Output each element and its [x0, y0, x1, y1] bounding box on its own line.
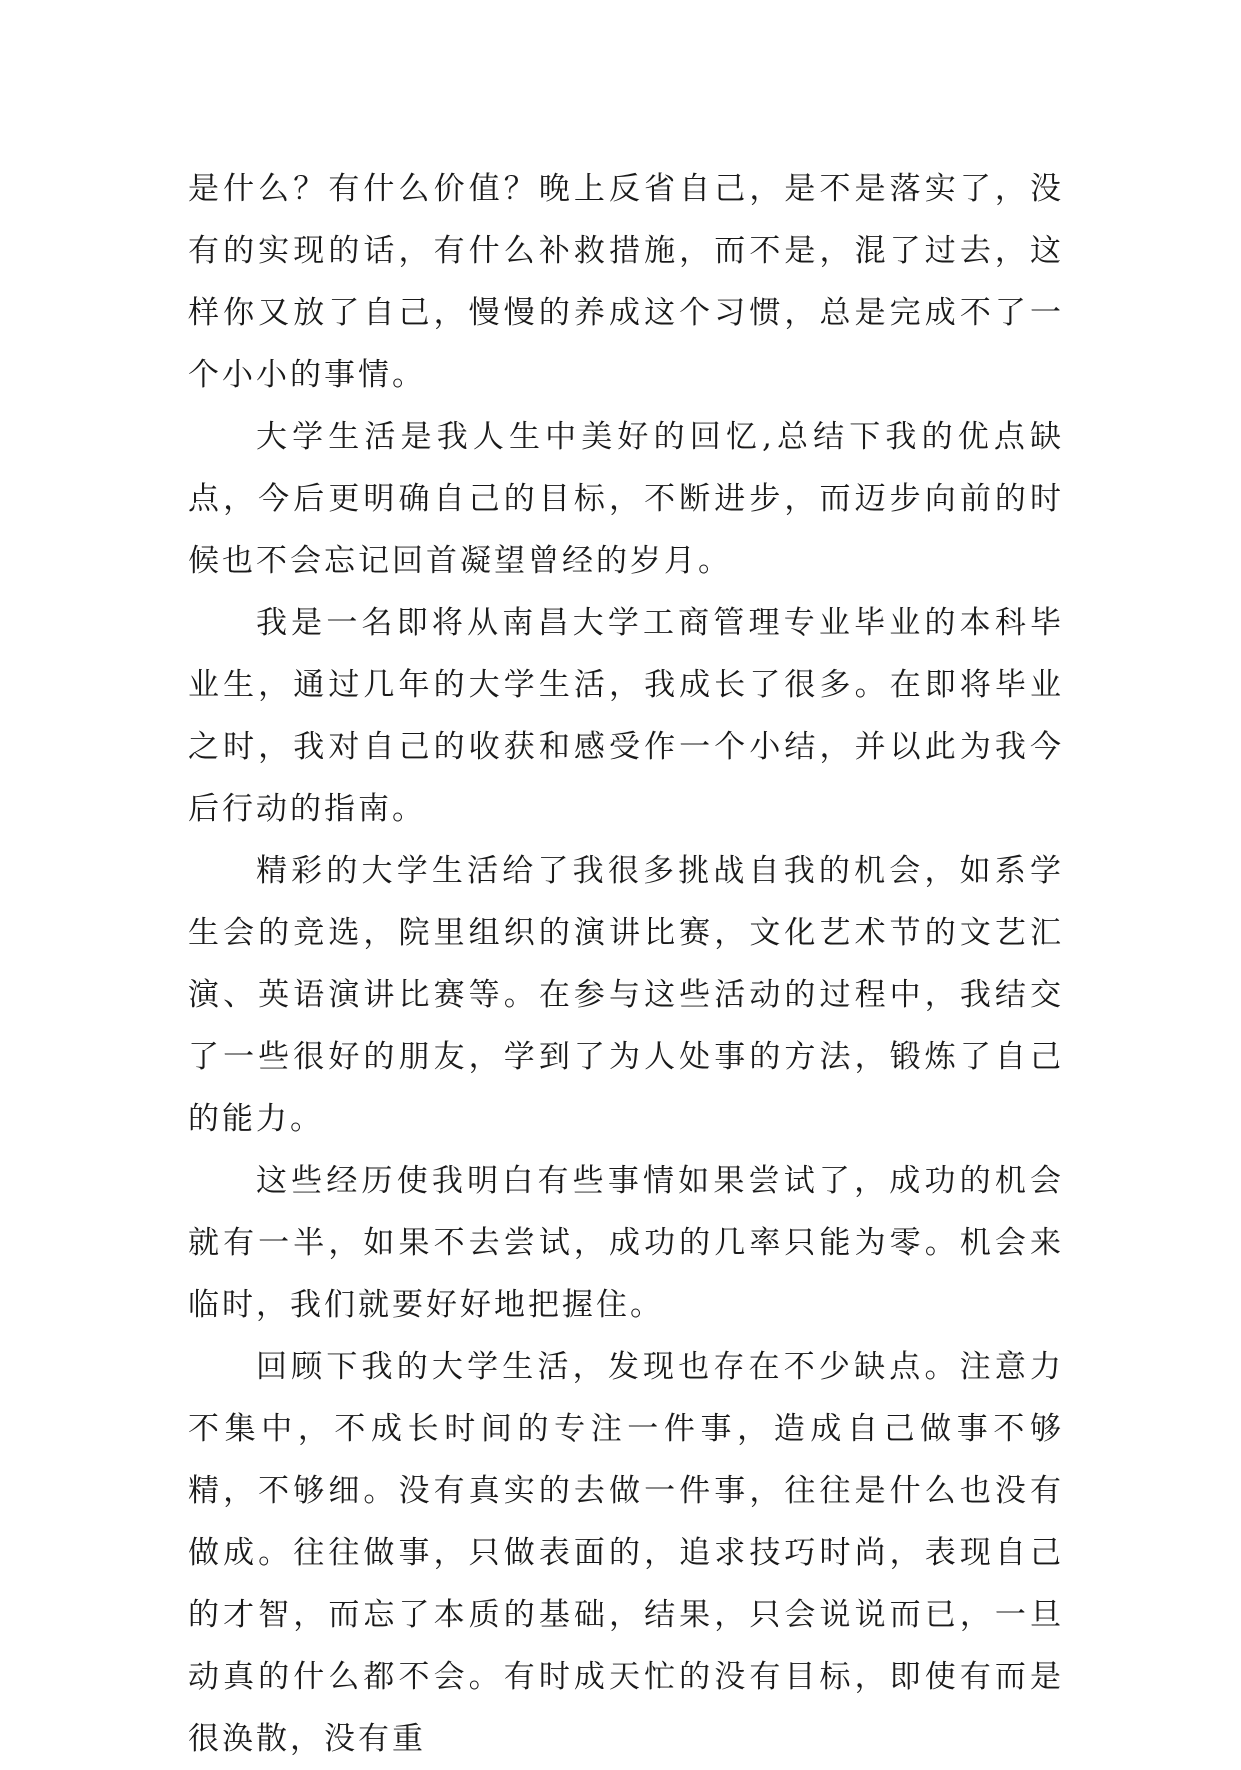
paragraph-2: 大学生活是我人生中美好的回忆,总结下我的优点缺点，今后更明确自己的目标，不断进步，而迈步向前的时候也不会忘记回首凝望曾经的岁月。: [188, 419, 1064, 579]
document-body: [188, 158, 1064, 1770]
paragraph-6: 回顾下我的大学生活，发现也存在不少缺点。注意力不集中，不成长时间的专注一件事，造成自己做事不够精，不够细。没有真实的去做一件事，往往是什么也没有做成。往往做事，只做表面的，追求技巧时尚，表现自己的才智，而忘了本质的基础，结果，只会说说而已，一旦动真的什么都不会。有时成天忙的没有目标，即使有而是很涣散，没有重: [188, 1349, 1064, 1757]
paragraph-1: 是什么？有什么价值？晚上反省自己，是不是落实了，没有的实现的话，有什么补救措施，而不是，混了过去，这样你又放了自己，慢慢的养成这个习惯，总是完成不了一个小小的事情。: [188, 171, 1064, 393]
paragraph-4: 精彩的大学生活给了我很多挑战自我的机会，如系学生会的竞选，院里组织的演讲比赛，文化艺术节的文艺汇演、英语演讲比赛等。在参与这些活动的过程中，我结交了一些很好的朋友，学到了为人处事的方法，锻炼了自己的能力。: [188, 853, 1064, 1137]
paragraph-3: 我是一名即将从南昌大学工商管理专业毕业的本科毕业生，通过几年的大学生活，我成长了很多。在即将毕业之时，我对自己的收获和感受作一个小结，并以此为我今后行动的指南。: [188, 605, 1064, 827]
paragraph-5: 这些经历使我明白有些事情如果尝试了，成功的机会就有一半，如果不去尝试，成功的几率只能为零。机会来临时，我们就要好好地把握住。: [188, 1163, 1064, 1323]
